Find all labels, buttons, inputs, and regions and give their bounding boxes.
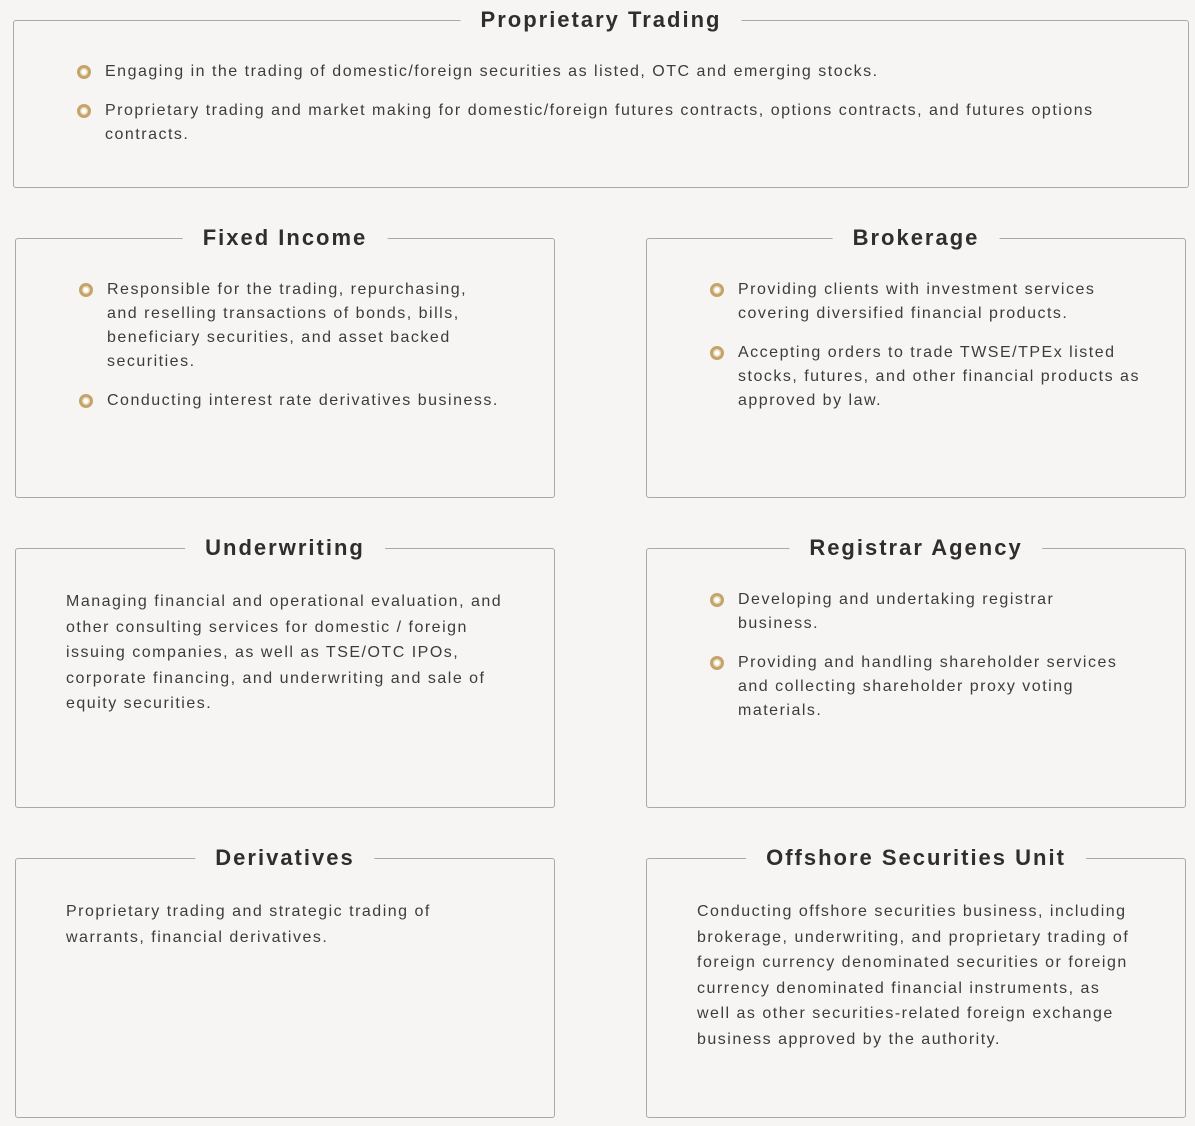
list-item [710,341,1140,413]
item-list [79,278,499,428]
ring-bullet-icon [79,283,93,297]
ring-bullet-icon [77,65,91,79]
item-text: Engaging in the trading of domestic/foreign securities as listed, OTC and emerging stocks. [105,63,879,80]
item-text: Accepting orders to trade TWSE/TPEx listed stocks, futures, and other financial products as approved by law. [738,344,1140,409]
list-item [710,278,1140,326]
card-title: Offshore Securities Unit [746,838,1086,878]
card-title: Fixed Income [183,218,388,258]
list-item [79,278,499,374]
item-text: Developing and undertaking registrar business. [738,591,1055,632]
card-title: Brokerage [833,218,1000,258]
ring-bullet-icon [710,346,724,360]
card-description: Managing financial and operational evaluation, and other consulting services for domestic / foreign issuing companies, as well as TSE/OTC IPOs, corporate financing, and underwriting and sale of equity securities. [66,593,503,713]
list-item [710,588,1140,636]
card-title: Registrar Agency [789,528,1042,568]
ring-bullet-icon [710,656,724,670]
card-fixed-income [15,225,555,498]
list-item [79,389,499,413]
item-text: Responsible for the trading, repurchasing, and reselling transactions of bonds, bills, beneficiary securities, and asset backed securities. [107,281,468,370]
card-registrar-agency [646,535,1186,808]
ring-bullet-icon [79,394,93,408]
card-brokerage [646,225,1186,498]
item-text: Conducting interest rate derivatives business. [107,392,499,409]
ring-bullet-icon [77,104,91,118]
card-proprietary-trading [13,7,1189,188]
item-list [710,278,1140,428]
card-title: Underwriting [185,528,385,568]
item-text: Proprietary trading and market making for domestic/foreign futures contracts, options contracts, and futures options contracts. [105,102,1094,143]
card-underwriting [15,535,555,808]
item-text: Providing and handling shareholder services and collecting shareholder proxy voting materials. [738,654,1118,719]
card-offshore-securities-unit [646,845,1186,1118]
list-item [77,99,1137,147]
item-list [710,588,1140,738]
card-derivatives [15,845,555,1118]
list-item [710,651,1140,723]
card-title: Proprietary Trading [461,0,742,40]
item-list [77,60,1137,162]
item-text: Providing clients with investment services covering diversified financial products. [738,281,1096,322]
list-item [77,60,1137,84]
card-description: Proprietary trading and strategic trading of warrants, financial derivatives. [66,903,431,946]
ring-bullet-icon [710,593,724,607]
ring-bullet-icon [710,283,724,297]
card-title: Derivatives [195,838,374,878]
card-description: Conducting offshore securities business, including brokerage, underwriting, and proprietary trading of foreign currency denominated securities or foreign currency denominated financial instruments, as well as other securities-related foreign exchange business approved by the authority. [697,903,1130,1048]
